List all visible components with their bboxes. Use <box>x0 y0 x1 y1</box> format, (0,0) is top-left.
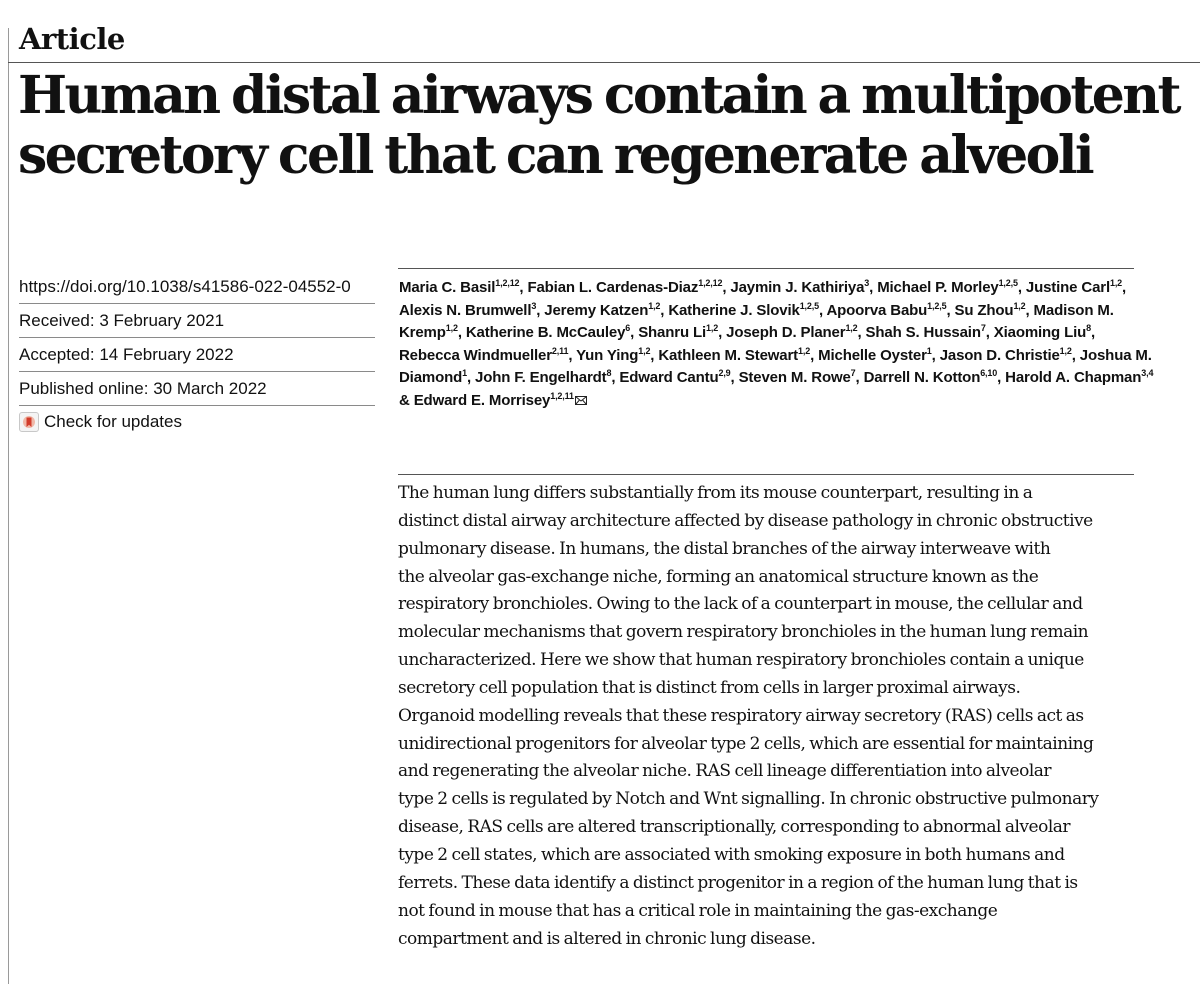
abstract-line: secretory cell population that is distinct from cells in larger proximal airways. <box>398 677 1021 698</box>
author-name[interactable] <box>658 347 810 364</box>
author-name-text: Alexis N. Brumwell <box>399 301 532 319</box>
author-name[interactable] <box>739 369 856 386</box>
author-affiliation: 3,4 <box>1141 368 1154 378</box>
author-name-text: Edward Cantu <box>619 369 719 386</box>
author-separator: , <box>718 324 727 341</box>
author-name[interactable] <box>994 324 1091 341</box>
published-date: Published online: 30 March 2022 <box>19 372 375 406</box>
abstract-line: compartment and is altered in chronic lung disease. <box>398 928 816 949</box>
author-name-text: Justine Carl <box>1025 279 1110 296</box>
author-affiliation: 1,2,12 <box>495 278 520 288</box>
author-name-text: Joshua M. Diamond <box>399 346 1152 386</box>
author-affiliation: 8 <box>606 368 612 378</box>
author-separator: , <box>1025 301 1034 319</box>
doi-link[interactable]: https://doi.org/10.1038/s41586-022-04552-0 <box>19 272 375 304</box>
author-name[interactable] <box>399 279 519 296</box>
author-separator: , <box>660 301 669 319</box>
abstract-line: molecular mechanisms that govern respiratory bronchioles in the human lung remain <box>398 622 1089 643</box>
author-name[interactable] <box>619 369 730 386</box>
accepted-date: Accepted: 14 February 2022 <box>19 338 375 372</box>
author-name-text: Steven M. Rowe <box>738 369 851 386</box>
author-name-text: Rebecca Windmueller <box>399 346 552 364</box>
author-name-text: Shanru Li <box>638 324 707 341</box>
author-name[interactable] <box>399 347 568 364</box>
author-name-text: Yun Ying <box>576 346 639 364</box>
author-separator: , <box>869 279 878 296</box>
author-name-text: Apoorva Babu <box>826 301 928 319</box>
author-name[interactable] <box>527 279 722 296</box>
author-affiliation: 1,2,12 <box>698 278 723 288</box>
author-name-text: Fabian L. Cardenas-Diaz <box>527 279 699 296</box>
title-line-1: Human distal airways contain a multipotent <box>18 65 1179 126</box>
author-separator: , <box>857 324 866 341</box>
author-affiliation: 1,2 <box>798 345 811 356</box>
author-name[interactable] <box>576 347 650 364</box>
title-line-2: secretory cell that can regenerate alveoli <box>18 125 1093 186</box>
author-name-text: Jeremy Katzen <box>544 301 649 319</box>
author-affiliation: 1,2 <box>1013 300 1026 311</box>
left-margin-rule <box>8 28 9 984</box>
author-name-text: Jaymin J. Kathiriya <box>730 279 865 296</box>
author-separator: , <box>946 301 955 319</box>
author-affiliation: 1,2,5 <box>927 300 947 311</box>
author-name-text: Katherine J. Slovik <box>668 301 800 319</box>
abstract-line: pulmonary disease. In humans, the distal branches of the airway interweave with <box>398 538 1051 559</box>
author-affiliation: 6,10 <box>980 368 998 378</box>
abstract-line: Organoid modelling reveals that these respiratory airway secretory (RAS) cells act as <box>398 705 1084 726</box>
author-name-text: Michael P. Morley <box>877 279 999 296</box>
author-name[interactable] <box>877 279 1018 296</box>
author-name-text: Joseph D. Planer <box>726 324 846 341</box>
corresponding-email-icon[interactable] <box>575 390 587 413</box>
author-affiliation: 1,2 <box>445 323 458 333</box>
author-separator: , <box>568 346 577 364</box>
author-separator: , <box>457 324 466 341</box>
abstract <box>398 480 1138 953</box>
author-separator: , <box>536 301 545 319</box>
author-affiliation: 1,2 <box>1059 345 1072 356</box>
author-name[interactable] <box>638 324 718 341</box>
author-name[interactable] <box>864 369 998 386</box>
author-affiliation: 2,11 <box>551 345 569 356</box>
author-affiliation: 2,9 <box>718 368 731 378</box>
article-metadata <box>19 272 375 438</box>
author-affiliation: 7 <box>850 368 856 378</box>
abstract-line: unidirectional progenitors for alveolar type 2 cells, which are essential for maintaining <box>398 733 1094 754</box>
article-type-label: Article <box>19 22 125 56</box>
author-name-text: Su Zhou <box>954 301 1014 319</box>
author-affiliation: 6 <box>625 323 631 333</box>
author-affiliation: 1,2 <box>648 300 661 311</box>
author-name-text: Darrell N. Kotton <box>863 369 981 386</box>
author-affiliation: 1,2,11 <box>550 390 574 401</box>
abstract-line: type 2 cells is regulated by Notch and Wnt signalling. In chronic obstructive pulmonary <box>398 789 1099 810</box>
author-name-text: Katherine B. McCauley <box>465 324 626 341</box>
received-date: Received: 3 February 2021 <box>19 304 375 338</box>
author-affiliation: 1,2 <box>1109 278 1123 288</box>
author-name[interactable] <box>726 324 857 341</box>
author-name-text: Madison M. Kremp <box>399 301 1114 341</box>
author-separator: , <box>855 369 864 386</box>
authors-rule <box>398 268 1134 269</box>
author-name-text: Maria C. Basil <box>399 279 496 296</box>
author-separator: , <box>931 346 940 364</box>
author-affiliation: 1 <box>926 345 932 356</box>
author-name[interactable] <box>544 302 660 319</box>
abstract-line: disease, RAS cells are altered transcriptionally, corresponding to abnormal alveolar <box>398 817 1071 838</box>
author-name-text: Edward E. Morrisey <box>413 391 551 409</box>
author-name-text: Jason D. Christie <box>939 346 1060 364</box>
author-name-text: John F. Engelhardt <box>475 369 607 386</box>
author-name[interactable] <box>955 302 1026 319</box>
author-name[interactable] <box>668 302 819 319</box>
author-name-text: Shah S. Hussain <box>865 324 981 341</box>
crossmark-icon <box>19 412 39 432</box>
header-rule <box>8 62 1200 63</box>
author-name[interactable] <box>940 347 1072 364</box>
author-affiliation: 7 <box>980 323 986 333</box>
check-for-updates-label: Check for updates <box>44 412 182 431</box>
abstract-line: ferrets. These data identify a distinct progenitor in a region of the human lung that is <box>398 872 1078 893</box>
abstract-line: not found in mouse that has a critical role in maintaining the gas-exchange <box>398 900 998 921</box>
author-name[interactable] <box>826 302 946 319</box>
abstract-line: distinct distal airway architecture affected by disease pathology in chronic obstructive <box>398 510 1093 531</box>
abstract-rule <box>398 474 1134 475</box>
abstract-line: The human lung differs substantially from its mouse counterpart, resulting in a <box>398 483 1033 503</box>
author-separator: , <box>466 369 476 386</box>
author-affiliation: 1,2,5 <box>998 278 1018 288</box>
author-name-text: Xiaoming Liu <box>993 324 1087 341</box>
author-list <box>399 277 1159 412</box>
author-name[interactable] <box>399 302 536 319</box>
author-affiliation: 3 <box>531 300 537 311</box>
author-affiliation: 8 <box>1086 323 1091 333</box>
author-name[interactable] <box>475 369 611 386</box>
author-separator: , <box>985 324 994 341</box>
author-name-text: Kathleen M. Stewart <box>658 346 799 364</box>
author-name[interactable] <box>466 324 630 341</box>
author-affiliation: 1,2 <box>845 323 858 333</box>
author-separator: , <box>997 369 1006 386</box>
author-name[interactable] <box>1005 369 1153 386</box>
author-name-text: Harold A. Chapman <box>1005 369 1142 386</box>
author-separator: , <box>1017 279 1026 296</box>
author-name[interactable] <box>1026 279 1122 296</box>
author-separator: & <box>399 391 414 409</box>
abstract-line: uncharacterized. Here we show that human respiratory bronchioles contain a unique <box>398 650 1084 671</box>
author-separator: , <box>810 346 819 364</box>
author-separator: , <box>730 369 739 386</box>
author-separator: , <box>1122 279 1127 296</box>
author-affiliation: 3 <box>864 278 870 288</box>
author-name[interactable] <box>866 324 986 341</box>
author-separator: , <box>1071 346 1080 364</box>
author-separator: , <box>519 279 528 296</box>
author-affiliation: 1,2 <box>706 323 719 333</box>
author-affiliation: 1,2 <box>638 345 651 356</box>
author-name[interactable] <box>818 347 932 364</box>
author-separator: , <box>722 279 731 296</box>
author-name[interactable] <box>414 392 574 409</box>
check-for-updates-button[interactable] <box>19 406 194 438</box>
abstract-line: type 2 cell states, which are associated with smoking exposure in both humans and <box>398 844 1065 865</box>
author-affiliation: 1 <box>462 368 467 378</box>
abstract-line: the alveolar gas-exchange niche, forming an anatomical structure known as the <box>398 566 1039 587</box>
abstract-line: respiratory bronchioles. Owing to the lack of a counterpart in mouse, the cellular and <box>398 594 1083 615</box>
author-affiliation: 1,2,5 <box>799 300 819 311</box>
author-separator: , <box>611 369 620 386</box>
article-title <box>18 66 1198 186</box>
author-name[interactable] <box>730 279 869 296</box>
author-separator: , <box>818 301 827 319</box>
abstract-line: and regenerating the alveolar niche. RAS cell lineage differentiation into alveolar <box>398 761 1052 782</box>
author-separator: , <box>1090 324 1096 341</box>
author-name-text: Michelle Oyster <box>818 346 927 364</box>
author-separator: , <box>630 324 639 341</box>
author-separator: , <box>650 346 659 364</box>
